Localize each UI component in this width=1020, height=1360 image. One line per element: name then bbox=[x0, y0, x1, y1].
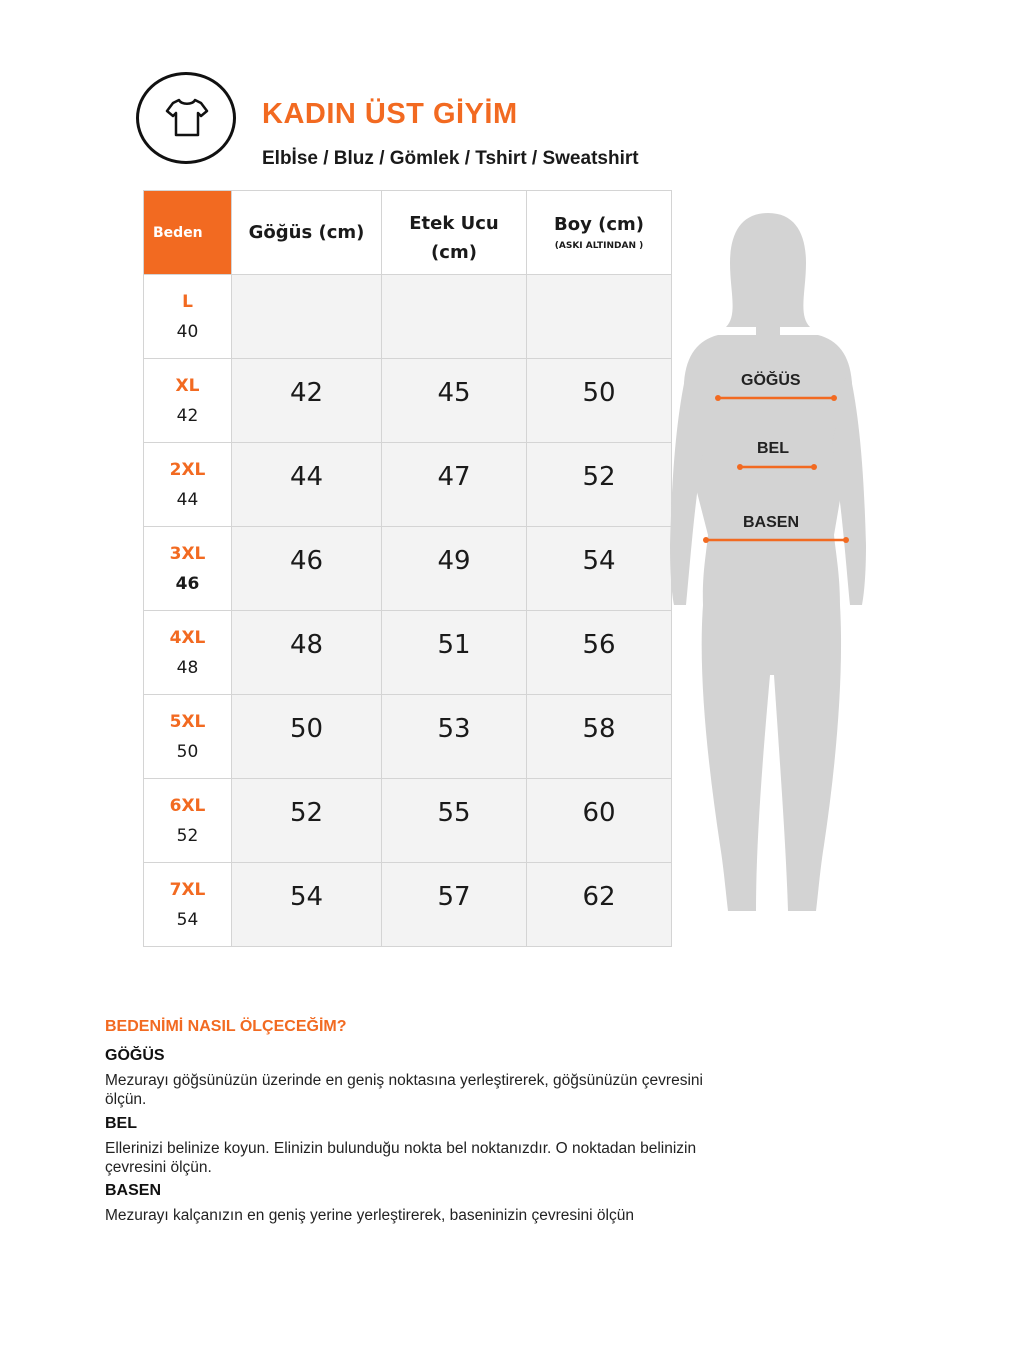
tshirt-icon-circle bbox=[136, 72, 236, 164]
guide-chest-text: Mezurayı göğsünüzün üzerinde en geniş noktasına yerleştirerek, göğsünüzün çevresini ölçün. bbox=[105, 1072, 703, 1108]
waist-label: BEL bbox=[757, 440, 789, 457]
page-subtitle: Elbİse / Bluz / Gömlek / Tshirt / Sweatshirt bbox=[262, 148, 639, 169]
length-value: 58 bbox=[527, 695, 672, 779]
hem-value: 53 bbox=[382, 695, 527, 779]
hip-label: BASEN bbox=[743, 514, 800, 531]
header-length bbox=[527, 191, 672, 275]
size-code: 7XL bbox=[169, 879, 206, 900]
table-row bbox=[144, 611, 672, 695]
header-size: Beden bbox=[144, 191, 232, 275]
size-code: 4XL bbox=[169, 627, 206, 648]
hem-value: 47 bbox=[382, 443, 527, 527]
guide-title: BEDENİMİ NASIL ÖLÇECEĞİM? bbox=[105, 1018, 347, 1035]
hem-value: 49 bbox=[382, 527, 527, 611]
length-value: 50 bbox=[527, 359, 672, 443]
length-value bbox=[527, 275, 672, 359]
hem-value: 45 bbox=[382, 359, 527, 443]
size-cell bbox=[144, 611, 232, 695]
chest-value: 44 bbox=[232, 443, 382, 527]
page-title: KADIN ÜST GİYİM bbox=[262, 98, 518, 130]
chest-value: 54 bbox=[232, 863, 382, 947]
hem-value: 51 bbox=[382, 611, 527, 695]
length-value: 56 bbox=[527, 611, 672, 695]
hem-value bbox=[382, 275, 527, 359]
size-cell bbox=[144, 779, 232, 863]
length-value: 52 bbox=[527, 443, 672, 527]
chest-label: GÖĞÜS bbox=[741, 372, 801, 389]
header-length-note: (ASKI ALTINDAN ) bbox=[554, 241, 644, 251]
body-silhouette bbox=[668, 205, 868, 915]
size-number: 50 bbox=[176, 741, 199, 762]
size-cell bbox=[144, 863, 232, 947]
table-row bbox=[144, 779, 672, 863]
size-table bbox=[143, 190, 672, 947]
header-hem-line2: (cm) bbox=[431, 241, 477, 263]
header-chest bbox=[232, 191, 382, 275]
size-code: 5XL bbox=[169, 711, 206, 732]
table-row bbox=[144, 359, 672, 443]
size-cell bbox=[144, 359, 232, 443]
table-row bbox=[144, 275, 672, 359]
size-number: 52 bbox=[176, 825, 199, 846]
size-code: 3XL bbox=[169, 543, 206, 564]
hem-value: 57 bbox=[382, 863, 527, 947]
header-hem-line1: Etek Ucu bbox=[409, 212, 499, 234]
chest-value: 46 bbox=[232, 527, 382, 611]
size-number: 48 bbox=[176, 657, 199, 678]
guide-waist-text: Ellerinizi belinize koyun. Elinizin bulunduğu nokta bel noktanızdır. O noktadan belinizin çevresini ölçün. bbox=[105, 1140, 697, 1176]
header-length-label: Boy (cm) bbox=[554, 214, 644, 235]
length-value: 62 bbox=[527, 863, 672, 947]
size-cell bbox=[144, 443, 232, 527]
size-number: 40 bbox=[176, 321, 199, 342]
table-row bbox=[144, 527, 672, 611]
size-number: 42 bbox=[176, 405, 199, 426]
tshirt-icon bbox=[165, 97, 209, 139]
guide-hip-text: Mezurayı kalçanızın en geniş yerine yerleştirerek, baseninizin çevresini ölçün bbox=[105, 1207, 634, 1224]
table-row bbox=[144, 695, 672, 779]
length-value: 54 bbox=[527, 527, 672, 611]
guide-chest-heading: GÖĞÜS bbox=[105, 1047, 165, 1064]
size-code: L bbox=[182, 291, 193, 312]
size-code: XL bbox=[175, 375, 200, 396]
size-number: 46 bbox=[175, 573, 200, 594]
hem-value: 55 bbox=[382, 779, 527, 863]
size-number: 54 bbox=[176, 909, 199, 930]
chest-value: 50 bbox=[232, 695, 382, 779]
guide-hip-heading: BASEN bbox=[105, 1182, 162, 1199]
size-code: 6XL bbox=[169, 795, 206, 816]
size-cell bbox=[144, 695, 232, 779]
chest-value: 42 bbox=[232, 359, 382, 443]
size-cell bbox=[144, 275, 232, 359]
chest-value: 48 bbox=[232, 611, 382, 695]
table-row bbox=[144, 443, 672, 527]
size-cell bbox=[144, 527, 232, 611]
guide-waist-heading: BEL bbox=[105, 1115, 137, 1132]
table-row bbox=[144, 863, 672, 947]
size-number: 44 bbox=[176, 489, 199, 510]
chest-value bbox=[232, 275, 382, 359]
size-code: 2XL bbox=[169, 459, 206, 480]
header-chest-label: Göğüs (cm) bbox=[248, 222, 365, 243]
chest-value: 52 bbox=[232, 779, 382, 863]
header-hem bbox=[382, 191, 527, 275]
length-value: 60 bbox=[527, 779, 672, 863]
